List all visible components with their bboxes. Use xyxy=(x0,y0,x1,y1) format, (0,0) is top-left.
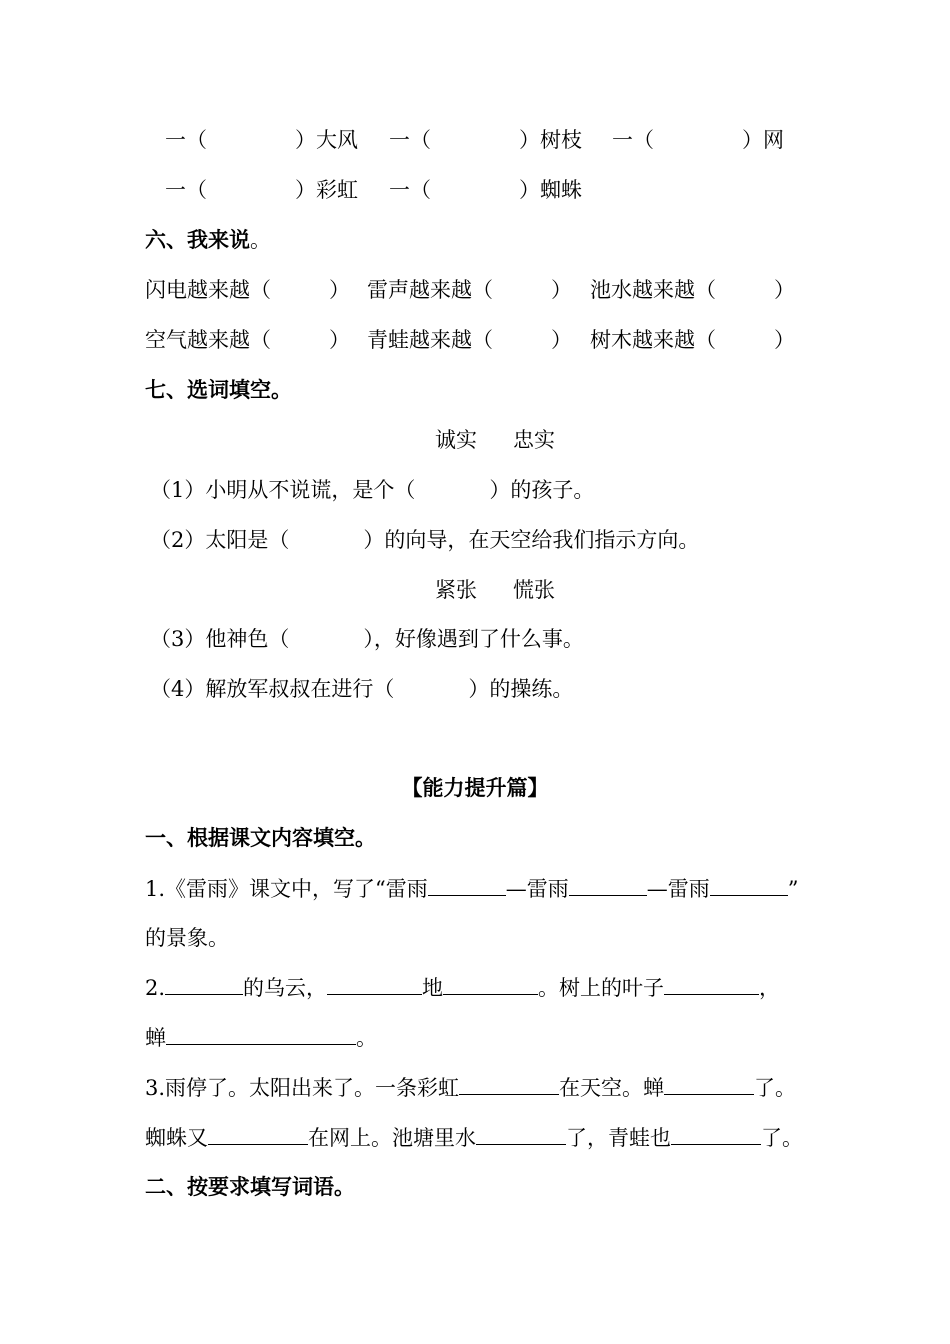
paren-close: ） xyxy=(519,128,540,152)
measure-word-noun: 彩虹 xyxy=(316,178,358,202)
word-choice: 慌张 xyxy=(513,578,555,602)
measure-word-item xyxy=(612,125,784,155)
question-4: （4）解放军叔叔在进行（ ）的操练。 xyxy=(150,677,574,701)
paren-close: ） xyxy=(295,178,316,202)
blank-line xyxy=(327,972,422,995)
blank-line xyxy=(476,1122,566,1145)
blank-line xyxy=(664,972,759,995)
fill-item-1-cont: 的景象。 xyxy=(145,926,229,950)
paren-close: ） xyxy=(742,128,763,152)
blank-line xyxy=(710,873,788,896)
part-2-title: 二、按要求填写词语。 xyxy=(145,1175,355,1199)
part-1-title: 一、根据课文内容填空。 xyxy=(145,826,376,850)
word-choice: 诚实 xyxy=(435,428,477,452)
fill-item-2-cont: 蝉 。 xyxy=(145,1022,377,1053)
fill-item-1: 1.《雷雨》课文中，写了“雷雨 —雷雨 —雷雨 ” xyxy=(145,873,799,904)
blank-line xyxy=(443,972,538,995)
paren-open: 一（ xyxy=(389,128,431,152)
paren-open: 一（ xyxy=(165,178,207,202)
measure-word-item xyxy=(165,125,358,155)
word-choice: 紧张 xyxy=(435,578,477,602)
measure-word-noun: 树枝 xyxy=(540,128,582,152)
paren-open: 一（ xyxy=(165,128,207,152)
question-3: （3）他神色（ ），好像遇到了什么事。 xyxy=(150,627,584,651)
blank-line xyxy=(165,972,243,995)
paren-open: 一（ xyxy=(389,178,431,202)
section-6-title: 六、我来说。 xyxy=(145,228,271,252)
fill-item-3: 3.雨停了。太阳出来了。一条彩虹 在天空。蝉 了。 xyxy=(145,1072,796,1103)
section-6-item: 青蛙越来越（ ） xyxy=(367,328,572,352)
fill-item-2: 2. 的乌云， 地 。树上的叶子 ， xyxy=(145,972,780,1003)
blank-line xyxy=(208,1122,308,1145)
blank-line xyxy=(428,873,506,896)
blank-line xyxy=(671,1122,761,1145)
fill-item-3-cont: 蜘蛛又 在网上。池塘里水 了，青蛙也 了。 xyxy=(145,1122,803,1153)
section-7-title: 七、选词填空。 xyxy=(145,378,292,402)
section-6-item: 池水越来越（ ） xyxy=(590,278,795,302)
measure-word-item xyxy=(389,125,582,155)
section-6-item: 空气越来越（ ） xyxy=(145,328,350,352)
section-6-item: 树木越来越（ ） xyxy=(590,328,795,352)
question-2: （2）太阳是（ ）的向导，在天空给我们指示方向。 xyxy=(150,528,700,552)
measure-word-noun: 大风 xyxy=(316,128,358,152)
word-choice-group xyxy=(435,575,555,605)
measure-word-noun: 蜘蛛 xyxy=(540,178,582,202)
measure-word-item xyxy=(165,175,358,205)
blank-line xyxy=(166,1022,356,1045)
blank-line xyxy=(569,873,647,896)
measure-word-item xyxy=(389,175,582,205)
section-6-item: 闪电越来越（ ） xyxy=(145,278,350,302)
word-choice: 忠实 xyxy=(513,428,555,452)
measure-word-noun: 网 xyxy=(763,128,784,152)
advanced-heading: 【能力提升篇】 xyxy=(401,776,549,800)
word-choice-group xyxy=(435,425,555,455)
paren-open: 一（ xyxy=(612,128,654,152)
blank-line xyxy=(664,1072,754,1095)
section-6-item: 雷声越来越（ ） xyxy=(367,278,572,302)
paren-close: ） xyxy=(519,178,540,202)
paren-close: ） xyxy=(295,128,316,152)
question-1: （1）小明从不说谎，是个（ ）的孩子。 xyxy=(150,478,595,502)
blank-line xyxy=(459,1072,559,1095)
